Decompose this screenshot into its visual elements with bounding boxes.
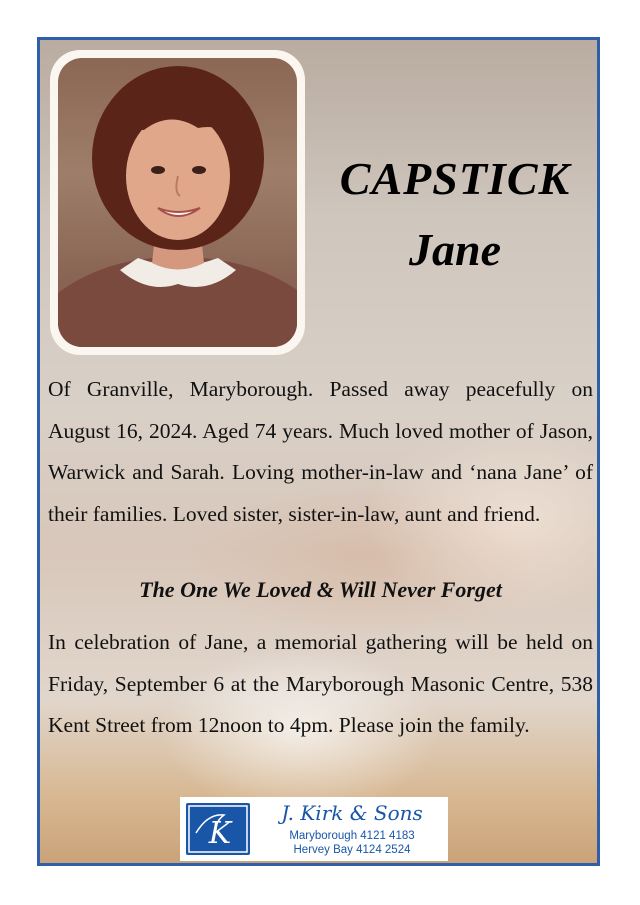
funeral-director-logo [180, 797, 448, 861]
portrait-illustration [58, 58, 297, 347]
portrait-photo [58, 58, 297, 347]
phone-hervey-bay: Hervey Bay 4124 2524 [293, 844, 411, 856]
portrait-frame [50, 50, 305, 355]
tagline: The One We Loved & Will Never Forget [139, 577, 502, 602]
jk-monogram-logo [186, 803, 250, 855]
phone-maryborough: Maryborough 4121 4183 [289, 830, 415, 842]
monogram-letter: K [208, 816, 232, 851]
monogram-icon [186, 803, 250, 855]
surname-heading: CAPSTICK [339, 153, 571, 204]
gathering-paragraph: In celebration of Jane, a memorial gathering will be held on Friday, September 6 at the Maryborough Masonic Centre, 538 Kent Street from 12noon to 4pm. Please join the family. [48, 630, 593, 737]
death-notice [37, 37, 600, 866]
funeral-director-name: J. Kirk & Sons [281, 801, 423, 825]
first-name-heading: Jane [409, 224, 501, 275]
obituary-paragraph: Of Granville, Maryborough. Passed away peacefully on August 16, 2024. Aged 74 years. Much loved mother of Jason, Warwick and Sarah. Loving mother-in-law and ‘nana Jane’ of their families. Loved sister, sister-in-law, aunt and friend. [48, 377, 593, 526]
